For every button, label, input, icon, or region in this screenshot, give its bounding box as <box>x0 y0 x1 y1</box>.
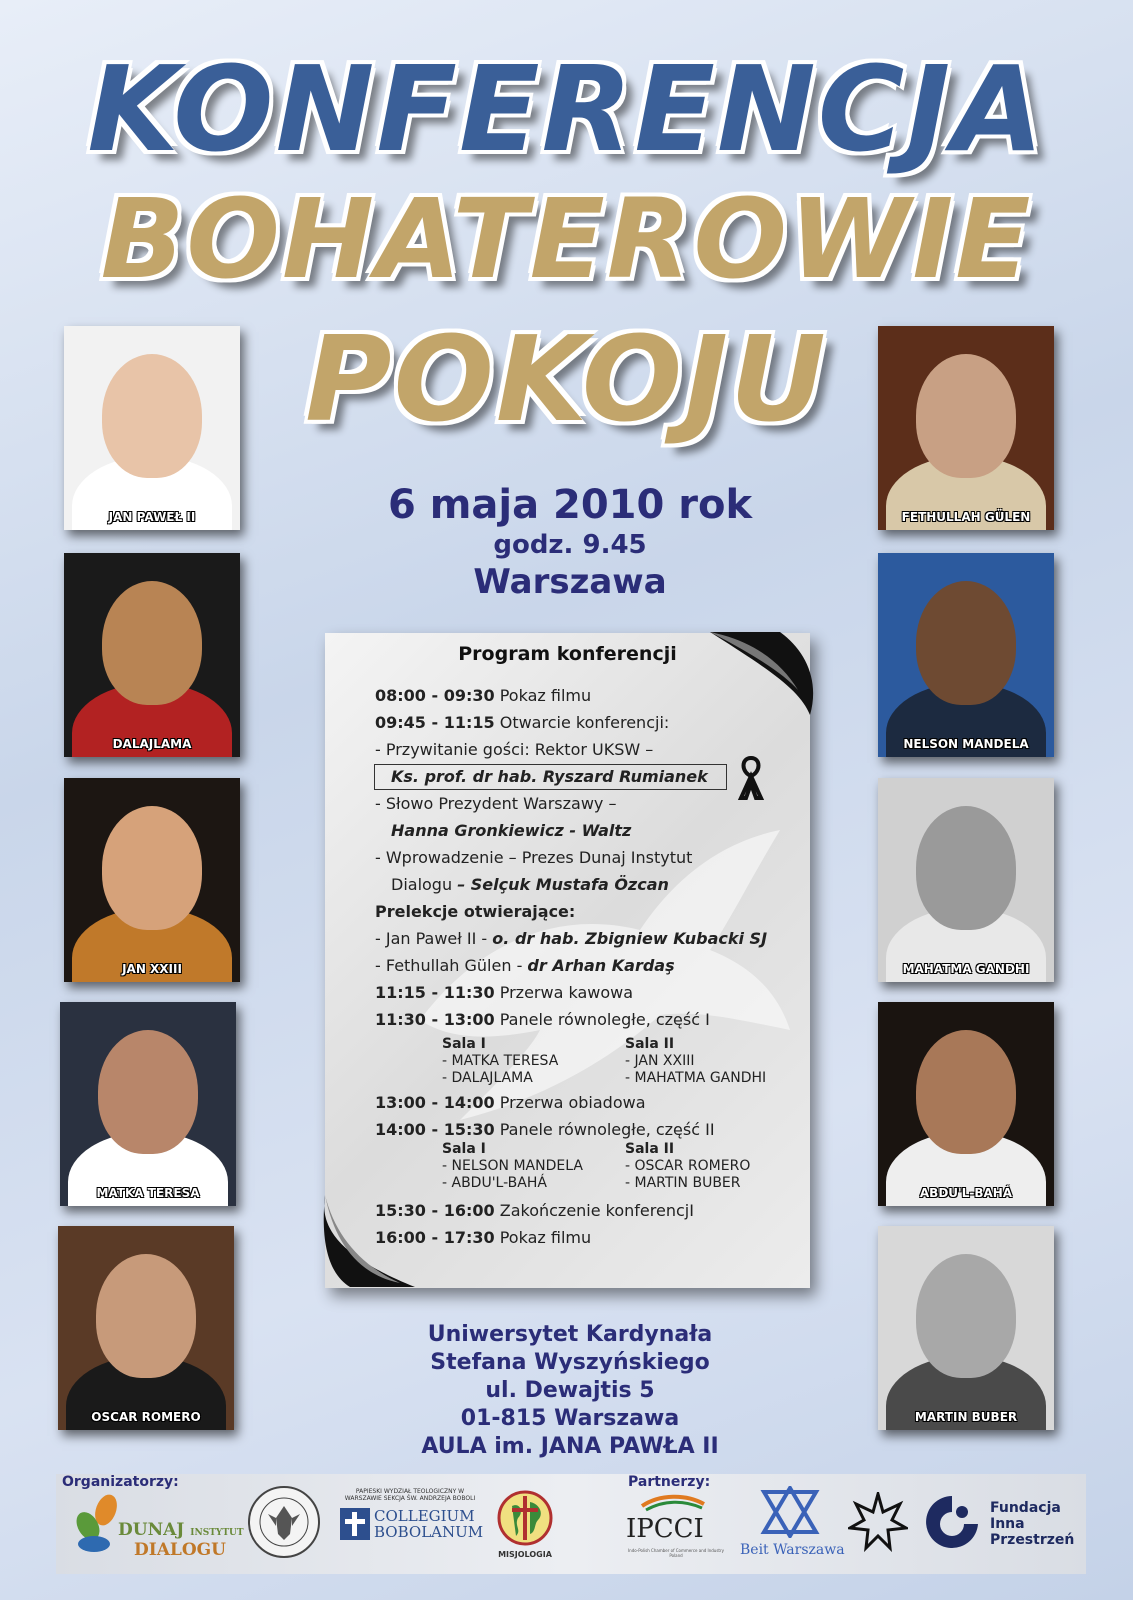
portrait-jan-pawel-ii <box>64 326 240 530</box>
collegium-cross-icon <box>340 1508 370 1540</box>
portrait-fethullah-gulen <box>878 326 1054 530</box>
partners-label: Partnerzy: <box>628 1474 711 1490</box>
nine-pointed-star-icon <box>848 1492 908 1552</box>
program-item: 16:00 - 17:30 Pokaz filmu <box>375 1228 592 1247</box>
star-of-david-icon <box>760 1486 820 1538</box>
panel2-sala2: Sala II - OSCAR ROMERO - MARTIN BUBER <box>625 1141 751 1191</box>
organizers-label: Organizatorzy: <box>62 1474 179 1490</box>
venue-line: AULA im. JANA PAWŁA II <box>421 1434 719 1459</box>
event-date: 6 maja 2010 rok <box>387 482 753 528</box>
misjologia-text: MISJOLOGIA <box>498 1550 552 1559</box>
mourning-ribbon-icon <box>737 754 765 800</box>
event-time: godz. 9.45 <box>493 530 647 560</box>
program-item: - Słowo Prezydent Warszawy – <box>375 794 617 813</box>
portrait-martin-buber <box>878 1226 1054 1430</box>
panel1-sala1: Sala I - MATKA TERESA - DALAJLAMA <box>442 1036 559 1086</box>
program-item: - Przywitanie gości: Rektor UKSW – <box>375 740 654 759</box>
fundacja-text: Fundacja Inna Przestrzeń <box>990 1500 1075 1548</box>
collegium-caption: PAPIESKI WYDZIAŁ TEOLOGICZNY W WARSZAWIE SEKCJA ŚW. ANDRZEJA BOBOLI <box>344 1488 476 1502</box>
program-item: 13:00 - 14:00 Przerwa obiadowa <box>375 1093 646 1112</box>
portrait-caption: FETHULLAH GÜLEN <box>901 510 1031 524</box>
portrait-caption: MAHATMA GANDHI <box>902 962 1030 976</box>
program-item: 08:00 - 09:30 Pokaz filmu <box>375 686 592 705</box>
beit-warszawa-text: Beit Warszawa <box>740 1542 845 1558</box>
venue-line: ul. Dewajtis 5 <box>485 1378 655 1403</box>
venue-line: Stefana Wyszyńskiego <box>430 1350 710 1375</box>
ipcci-text: IPCCI <box>626 1514 704 1544</box>
panel1-sala2: Sala II - JAN XXIII - MAHATMA GANDHI <box>625 1036 767 1086</box>
portrait-caption: JAN XXIII <box>122 962 182 976</box>
portrait-mahatma-gandhi <box>878 778 1054 982</box>
collegium-text: COLLEGIUM BOBOLANUM <box>374 1507 484 1541</box>
dunaj-logo-text: DUNAJ INSTYTUT DIALOGU <box>118 1520 244 1560</box>
program-item: Hanna Gronkiewicz - Waltz <box>391 821 632 840</box>
event-city: Warszawa <box>473 562 667 602</box>
title-bohaterowie: BOHATEROWIE <box>100 175 1033 303</box>
misjologia-globe-icon <box>494 1490 556 1550</box>
panel2-sala1: Sala I - NELSON MANDELA - ABDU'L-BAHÁ <box>442 1141 583 1191</box>
program-item: 09:45 - 11:15 Otwarcie konferencji: <box>375 713 670 732</box>
program-item: - Jan Paweł II - o. dr hab. Zbigniew Kubacki SJ <box>375 929 768 948</box>
program-item: - Wprowadzenie – Prezes Dunaj Instytut <box>375 848 693 867</box>
program-item: 11:30 - 13:00 Panele równoległe, część I <box>375 1010 710 1029</box>
portrait-nelson-mandela <box>878 553 1054 757</box>
portrait-oscar-romero <box>58 1226 234 1430</box>
portrait-jan-xxiii <box>64 778 240 982</box>
fundacja-logo-icon <box>922 1494 982 1550</box>
program-item: 14:00 - 15:30 Panele równoległe, część II <box>375 1120 715 1139</box>
title-pokoju: POKOJU <box>305 310 828 448</box>
venue-line: Uniwersytet Kardynała <box>427 1322 713 1347</box>
portrait-caption: OSCAR ROMERO <box>91 1410 201 1424</box>
portrait-caption: MATKA TERESA <box>96 1186 200 1200</box>
ipcci-swoosh-icon <box>640 1492 706 1512</box>
program-heading: Prelekcje otwierające: <box>375 902 576 921</box>
portrait-caption: NELSON MANDELA <box>903 737 1029 751</box>
program-item: Ks. prof. dr hab. Ryszard Rumianek <box>391 767 708 786</box>
venue-line: 01-815 Warszawa <box>460 1406 680 1431</box>
uksw-seal-icon <box>246 1484 322 1560</box>
portrait-caption: DALAJLAMA <box>112 737 192 751</box>
ipcci-subtitle: Indo-Polish Chamber of Commerce and Industry Poland <box>628 1548 724 1558</box>
program-item: Dialogu – Selçuk Mustafa Özcan <box>391 875 669 894</box>
portrait-abdul-baha <box>878 1002 1054 1206</box>
portrait-caption: JAN PAWEŁ II <box>108 510 196 524</box>
program-title: Program konferencji <box>458 643 677 665</box>
program-item: 11:15 - 11:30 Przerwa kawowa <box>375 983 634 1002</box>
program-item: - Fethullah Gülen - dr Arhan Kardaş <box>375 956 675 975</box>
title-konferencja: KONFERENCJA <box>87 40 1046 178</box>
program-item: 15:30 - 16:00 Zakończenie konferencjI <box>375 1201 694 1220</box>
portrait-dalajlama <box>64 553 240 757</box>
dunaj-leaf-logo-icon <box>72 1492 122 1556</box>
portrait-caption: MARTIN BUBER <box>914 1410 1018 1424</box>
portrait-caption: ABDU'L-BAHÁ <box>919 1186 1013 1200</box>
portrait-matka-teresa <box>60 1002 236 1206</box>
